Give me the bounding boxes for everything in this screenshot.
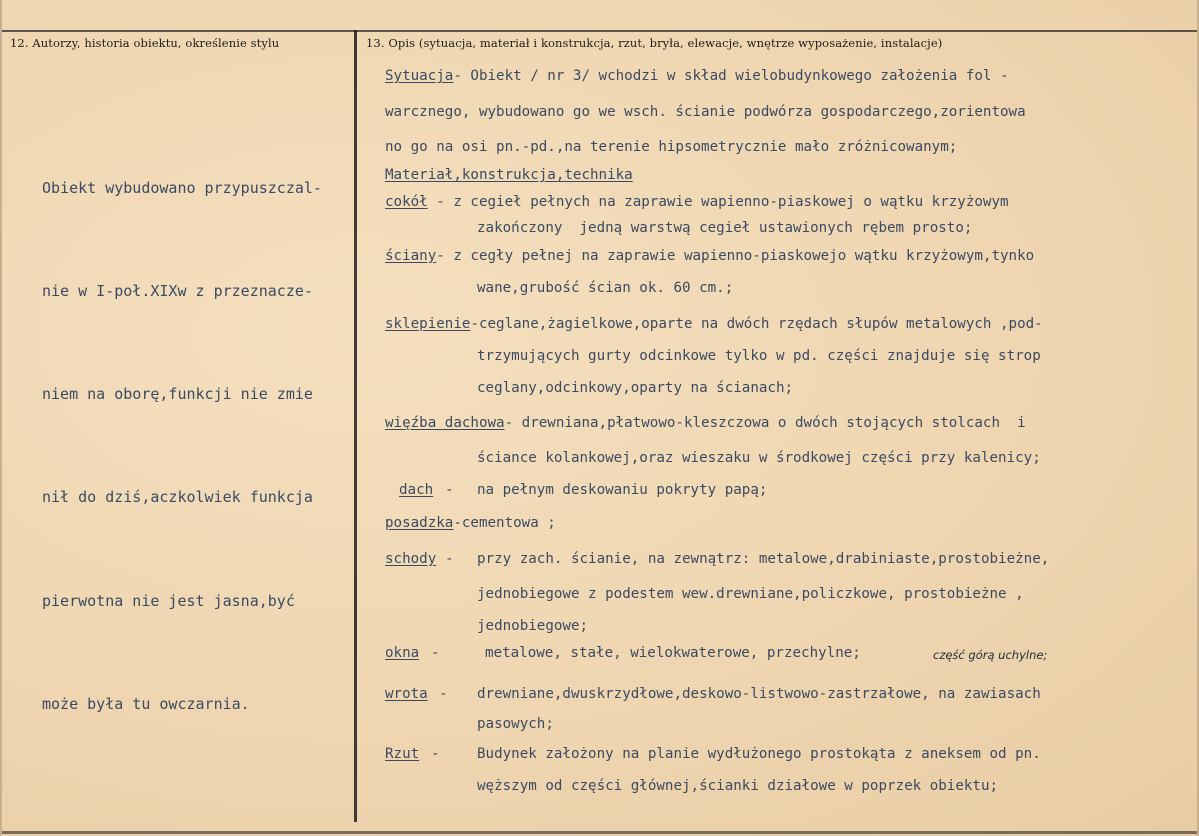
sciany-label: ściany [385,248,437,264]
cokol-line [385,194,1009,210]
rzut-line: węższym od części głównej,ścianki działowe w poprzek obiektu; [477,778,999,794]
schody-line: przy zach. ścianie, na zewnątrz: metalowe,drabiniaste,prostobieżne, [477,551,1050,567]
sklepienie-line [385,316,1043,332]
sytuacja-line: warcznego, wybudowano go we wsch. ścianie podwórza gospodarczego,zorientowa [385,104,1026,120]
rzut-line: Budynek założony na planie wydłużonego prostokąta z aneksem od pn. [477,746,1041,762]
schody-label: schody [385,551,437,567]
posadzka-text: -cementowa ; [453,515,556,531]
history-text [42,102,354,790]
history-line: niem na oborę,funkcji nie zmie [42,385,313,404]
dash: - [431,746,440,762]
dach-line: na pełnym deskowaniu pokryty papą; [477,482,768,498]
wrota-line: pasowych; [477,716,554,732]
bottom-rule [2,831,1197,834]
header-rule [2,30,1197,32]
cokol-line: zakończony jedną warstwą cegieł ustawionych rębem prosto; [477,220,973,236]
wrota-line: drewniane,dwuskrzydłowe,deskowo-listwowo-zastrzałowe, na zawiasach [477,686,1041,702]
history-line: może była tu owczarnia. [42,694,250,713]
history-line: nił do dziś,aczkolwiek funkcja [42,488,313,507]
sklepienie-text: -ceglane,żagielkowe,oparte na dwóch rzędach słupów metalowych ,pod- [470,316,1043,332]
sciany-text: - z cegły pełnej na zaprawie wapienno-piaskowejo wątku krzyżowym,tynko [436,248,1035,264]
rzut-label: Rzut [385,746,420,762]
posadzka-line [385,515,556,531]
sytuacja-text: - Obiekt / nr 3/ wchodzi w skład wielobudynkowego założenia fol - [453,68,1009,84]
cokol-text: - z cegieł pełnych na zaprawie wapienno-piaskowej o wątku krzyżowym [427,194,1009,210]
cokol-label: cokół [385,194,428,210]
posadzka-label: posadzka [385,515,454,531]
sciany-line [385,248,1034,264]
wrota-label: wrota [385,686,428,702]
history-line: pierwotna nie jest jasna,być [42,591,295,610]
section-12-header: 12. Autorzy, historia obiektu, określenie stylu [10,36,280,50]
wiezba-line [385,415,1026,431]
dash: - [431,645,440,661]
history-line: Obiekt wybudowano przypuszczal- [42,178,322,197]
okna-handwritten-note: część górą uchylne; [933,648,1048,662]
sklepienie-line: trzymujących gurty odcinkowe tylko w pd. części znajduje się strop [477,348,1041,364]
sciany-line: wane,grubość ścian ok. 60 cm.; [477,280,734,296]
sklepienie-label: sklepienie [385,316,471,332]
schody-line: jednobiegowe; [477,618,589,634]
history-line: nie w I-poł.XIXw z przeznacze- [42,282,313,301]
dash: - [445,482,454,498]
dach-label: dach [399,482,434,498]
okna-line: metalowe, stałe, wielokwaterowe, przechylne; [485,645,861,661]
okna-label: okna [385,645,420,661]
wiezba-text: - drewniana,płatwowo-kleszczowa o dwóch stojących stolcach i [504,415,1026,431]
dash: - [439,686,448,702]
sytuacja-label: Sytuacja [385,68,454,84]
wiezba-label: więźba dachowa [385,415,505,431]
column-divider [354,30,357,822]
sytuacja-line [385,68,1009,84]
sytuacja-line: no go na osi pn.-pd.,na terenie hipsometrycznie mało zróżnicowanym; [385,139,958,155]
material-heading: Materiał,konstrukcja,technika [385,167,633,183]
wiezba-line: ściance kolankowej,oraz wieszaku w środkowej części przy kalenicy; [477,450,1041,466]
sklepienie-line: ceglany,odcinkowy,oparty na ścianach; [477,380,794,396]
schody-line: jednobiegowe z podestem wew.drewniane,policzkowe, prostobieżne , [477,586,1024,602]
dash: - [445,551,454,567]
section-13-header: 13. Opis (sytuacja, materiał i konstrukcja, rzut, bryła, elewacje, wnętrze wyposażenie, instalacje) [366,36,943,50]
